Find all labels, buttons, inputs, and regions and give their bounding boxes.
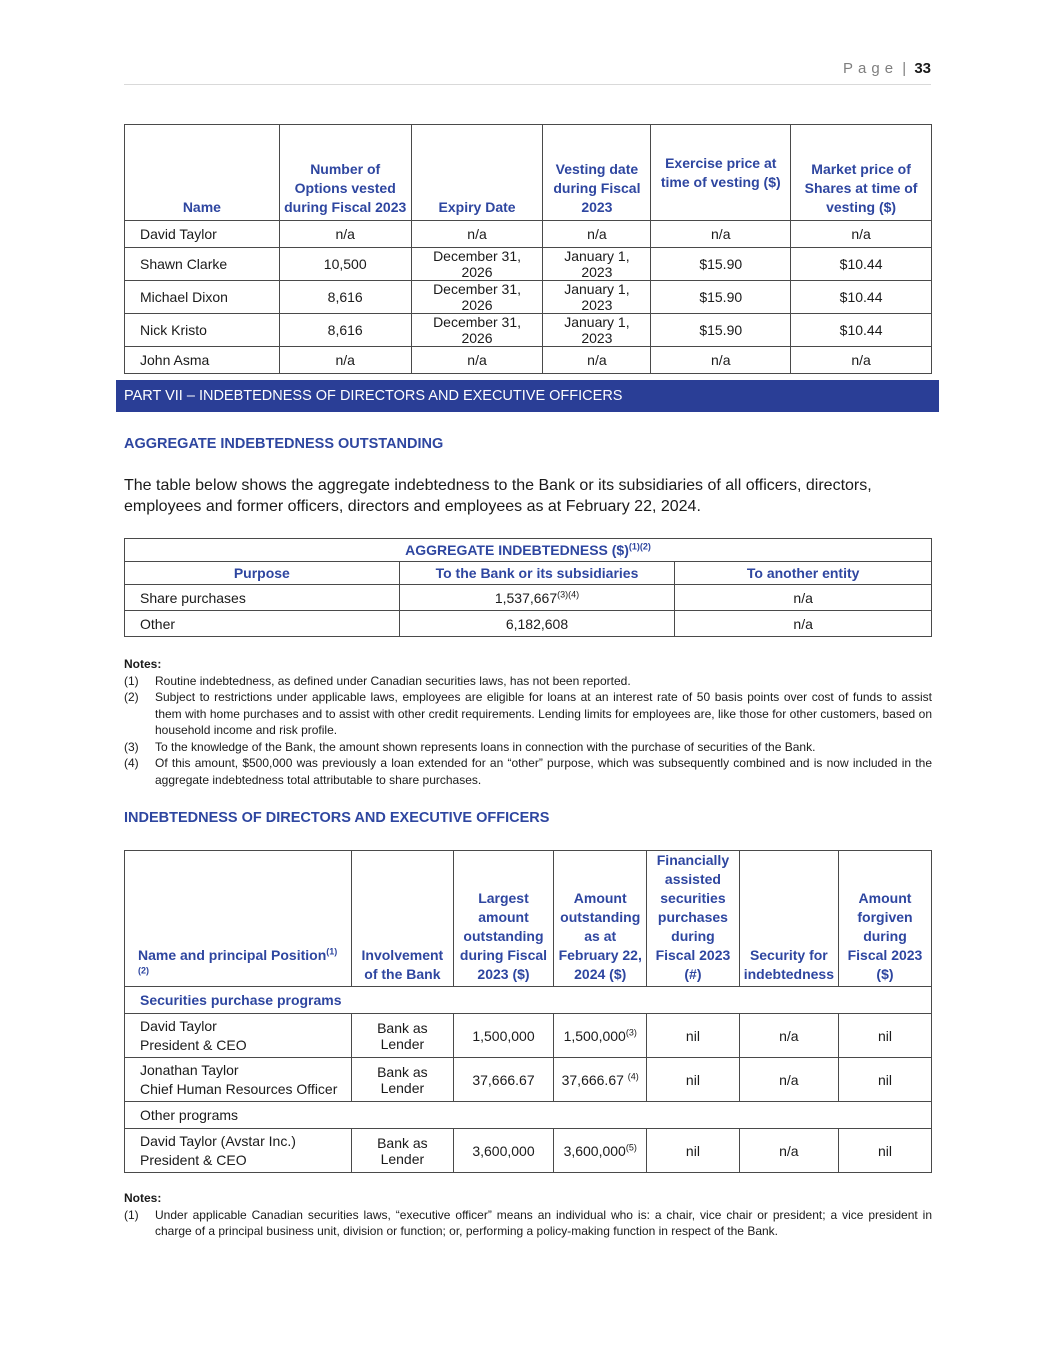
table-cell bbox=[554, 1058, 647, 1102]
note-number: (1) bbox=[124, 1207, 139, 1222]
table-cell: nil bbox=[838, 1129, 931, 1173]
person-position: President & CEO bbox=[140, 1151, 247, 1168]
col-header: Largest amount outstanding during Fiscal 2023 ($) bbox=[453, 851, 554, 987]
notes-directors bbox=[124, 1190, 932, 1240]
footnote-ref: (1)(2) bbox=[138, 946, 338, 976]
table-row bbox=[125, 585, 932, 611]
table-cell: Michael Dixon bbox=[125, 281, 280, 314]
table-cell bbox=[399, 585, 675, 611]
table-cell: Shawn Clarke bbox=[125, 248, 280, 281]
col-header: Purpose bbox=[125, 562, 400, 585]
col-header: Amount outstanding as at February 22, 2024 ($) bbox=[554, 851, 647, 987]
notes-aggregate bbox=[124, 656, 932, 788]
table-cell: nil bbox=[647, 1058, 740, 1102]
col-header: Amount forgiven during Fiscal 2023 ($) bbox=[838, 851, 931, 987]
table-cell: $15.90 bbox=[651, 314, 791, 347]
table-cell: December 31, 2026 bbox=[411, 281, 543, 314]
table-cell: Bank as Lender bbox=[352, 1058, 454, 1102]
table-cell bbox=[554, 1014, 647, 1058]
col-header: Involvement of the Bank bbox=[352, 851, 454, 987]
table-cell: Share purchases bbox=[125, 585, 400, 611]
col-header: Market price of Shares at time of vesting ($) bbox=[791, 125, 932, 221]
table-cell: n/a bbox=[791, 347, 932, 374]
note-item bbox=[124, 673, 932, 690]
table-cell: John Asma bbox=[125, 347, 280, 374]
note-text: To the knowledge of the Bank, the amount shown represents loans in connection with the purchase of securities of the Bank. bbox=[155, 739, 816, 754]
table-cell: 8,616 bbox=[279, 281, 411, 314]
table-cell: n/a bbox=[739, 1014, 838, 1058]
section-row: Other programs bbox=[125, 1102, 932, 1129]
aggregate-indebtedness-heading: AGGREGATE INDEBTEDNESS OUTSTANDING bbox=[124, 436, 444, 452]
note-text: Of this amount, $500,000 was previously a loan extended for an “other” purpose, which was subsequently combined and is now included in the aggregate indebtedness total attributable to share purchases. bbox=[155, 756, 932, 787]
table-row bbox=[125, 281, 932, 314]
note-item bbox=[124, 1207, 932, 1240]
table-cell: n/a bbox=[791, 221, 932, 248]
footnote-ref: (3) bbox=[625, 1026, 637, 1037]
col-header: Name bbox=[125, 125, 280, 221]
note-text: Routine indebtedness, as defined under Canadian securities laws, has not been reported. bbox=[155, 673, 631, 688]
col-header: Vesting date during Fiscal 2023 bbox=[543, 125, 651, 221]
note-text: Subject to restrictions under applicable laws, employees are eligible for loans at an interest rate of 50 basis points over cost of funds to assist them with home purchases and to assist with other credit requirements. Lending limits for employees are, like those for other customers, based on household income and risk profile. bbox=[155, 690, 932, 737]
table-cell: n/a bbox=[739, 1058, 838, 1102]
table-cell: n/a bbox=[675, 611, 932, 637]
col-header-name bbox=[125, 851, 352, 987]
table-cell: nil bbox=[838, 1058, 931, 1102]
col-header: To the Bank or its subsidiaries bbox=[399, 562, 675, 585]
table-cell: nil bbox=[647, 1014, 740, 1058]
table-cell: January 1, 2023 bbox=[543, 281, 651, 314]
note-text: Under applicable Canadian securities laws, “executive officer” means an individual who is: a chair, vice chair or president; a vice president in charge of a principal business unit, division or function; or, performing a policy-making function in respect of the Bank. bbox=[155, 1207, 932, 1238]
table-cell: $10.44 bbox=[791, 314, 932, 347]
table-row bbox=[125, 1058, 932, 1102]
table-cell: Nick Kristo bbox=[125, 314, 280, 347]
person-name: Jonathan Taylor bbox=[140, 1061, 239, 1078]
notes-label: Notes: bbox=[124, 1191, 162, 1205]
table-row bbox=[125, 1129, 932, 1173]
page-word: Page bbox=[843, 60, 899, 77]
table-cell: nil bbox=[647, 1129, 740, 1173]
person-name: David Taylor bbox=[140, 1017, 217, 1034]
table-cell: n/a bbox=[675, 585, 932, 611]
table-cell: Bank as Lender bbox=[352, 1014, 454, 1058]
table-cell: 37,666.67 bbox=[453, 1058, 554, 1102]
page-number: 33 bbox=[914, 60, 931, 77]
table-cell: 8,616 bbox=[279, 314, 411, 347]
amount: 1,500,000 bbox=[563, 1027, 626, 1044]
page-header bbox=[124, 60, 931, 85]
table-cell: 10,500 bbox=[279, 248, 411, 281]
table-row bbox=[125, 1014, 932, 1058]
table-cell: $10.44 bbox=[791, 248, 932, 281]
note-number: (3) bbox=[124, 739, 139, 754]
col-header: To another entity bbox=[675, 562, 932, 585]
note-item bbox=[124, 755, 932, 788]
table-row bbox=[125, 314, 932, 347]
footnote-ref: (5) bbox=[625, 1141, 637, 1152]
note-number: (2) bbox=[124, 690, 139, 704]
table-cell: January 1, 2023 bbox=[543, 248, 651, 281]
col-header: Exercise price at time of vesting ($) bbox=[651, 125, 791, 221]
table-cell: n/a bbox=[739, 1129, 838, 1173]
table-row bbox=[125, 611, 932, 637]
table-cell: David Taylor bbox=[125, 221, 280, 248]
col-header: Number of Options vested during Fiscal 2023 bbox=[279, 125, 411, 221]
table-row bbox=[125, 347, 932, 374]
table-cell: 6,182,608 bbox=[399, 611, 675, 637]
footnote-ref: (3)(4) bbox=[557, 588, 580, 599]
table-cell: nil bbox=[838, 1014, 931, 1058]
table-cell: December 31, 2026 bbox=[411, 314, 543, 347]
note-number: (1) bbox=[124, 673, 139, 688]
person-position: President & CEO bbox=[140, 1036, 247, 1053]
part-vii-banner: PART VII – INDEBTEDNESS OF DIRECTORS AND EXECUTIVE OFFICERS bbox=[116, 380, 939, 412]
footnote-ref: (1)(2) bbox=[628, 541, 651, 552]
note-item bbox=[124, 689, 932, 739]
table-cell bbox=[125, 1058, 352, 1102]
col-header: Expiry Date bbox=[411, 125, 543, 221]
table-row bbox=[125, 248, 932, 281]
note-item bbox=[124, 739, 932, 756]
page-separator: | bbox=[902, 60, 907, 77]
intro-paragraph: The table below shows the aggregate indebtedness to the Bank or its subsidiaries of all officers, directors, employees and former officers, directors and employees as at February 22, 2024. bbox=[124, 477, 872, 515]
table-cell: n/a bbox=[411, 347, 543, 374]
options-vesting-table bbox=[124, 124, 932, 374]
footnote-ref: (4) bbox=[627, 1070, 639, 1081]
note-number: (4) bbox=[124, 756, 139, 770]
col-header: Security for indebtedness bbox=[739, 851, 838, 987]
table-cell: n/a bbox=[651, 347, 791, 374]
table-title bbox=[125, 539, 932, 562]
table-cell: 1,500,000 bbox=[453, 1014, 554, 1058]
amount: 3,600,000 bbox=[563, 1142, 626, 1159]
aggregate-indebtedness-table bbox=[124, 538, 932, 637]
table-cell: Other bbox=[125, 611, 400, 637]
table-cell bbox=[125, 1129, 352, 1173]
person-name: David Taylor (Avstar Inc.) bbox=[140, 1132, 296, 1149]
amount: 37,666.67 bbox=[561, 1071, 624, 1088]
notes-label: Notes: bbox=[124, 657, 162, 671]
table-cell: n/a bbox=[279, 221, 411, 248]
table-cell bbox=[554, 1129, 647, 1173]
directors-indebtedness-heading: INDEBTEDNESS OF DIRECTORS AND EXECUTIVE OFFICERS bbox=[124, 810, 550, 826]
table-cell bbox=[125, 1014, 352, 1058]
table-cell: n/a bbox=[411, 221, 543, 248]
table-cell: $15.90 bbox=[651, 281, 791, 314]
table-cell: January 1, 2023 bbox=[543, 314, 651, 347]
section-row: Securities purchase programs bbox=[125, 987, 932, 1014]
col-header: Financially assisted securities purchases during Fiscal 2023 (#) bbox=[647, 851, 740, 987]
table-cell: 3,600,000 bbox=[453, 1129, 554, 1173]
amount: 1,537,667 bbox=[494, 589, 558, 606]
table-cell: n/a bbox=[279, 347, 411, 374]
person-position: Chief Human Resources Officer bbox=[140, 1080, 338, 1097]
table-row bbox=[125, 221, 932, 248]
table-cell: December 31, 2026 bbox=[411, 248, 543, 281]
table-cell: n/a bbox=[543, 221, 651, 248]
table-cell: n/a bbox=[651, 221, 791, 248]
table-title-text: AGGREGATE INDEBTEDNESS ($) bbox=[405, 542, 629, 558]
col-header-name-text: Name and principal Position bbox=[138, 947, 327, 963]
table-cell: Bank as Lender bbox=[352, 1129, 454, 1173]
table-cell: $10.44 bbox=[791, 281, 932, 314]
table-cell: $15.90 bbox=[651, 248, 791, 281]
directors-indebtedness-table bbox=[124, 850, 932, 1173]
table-cell: n/a bbox=[543, 347, 651, 374]
